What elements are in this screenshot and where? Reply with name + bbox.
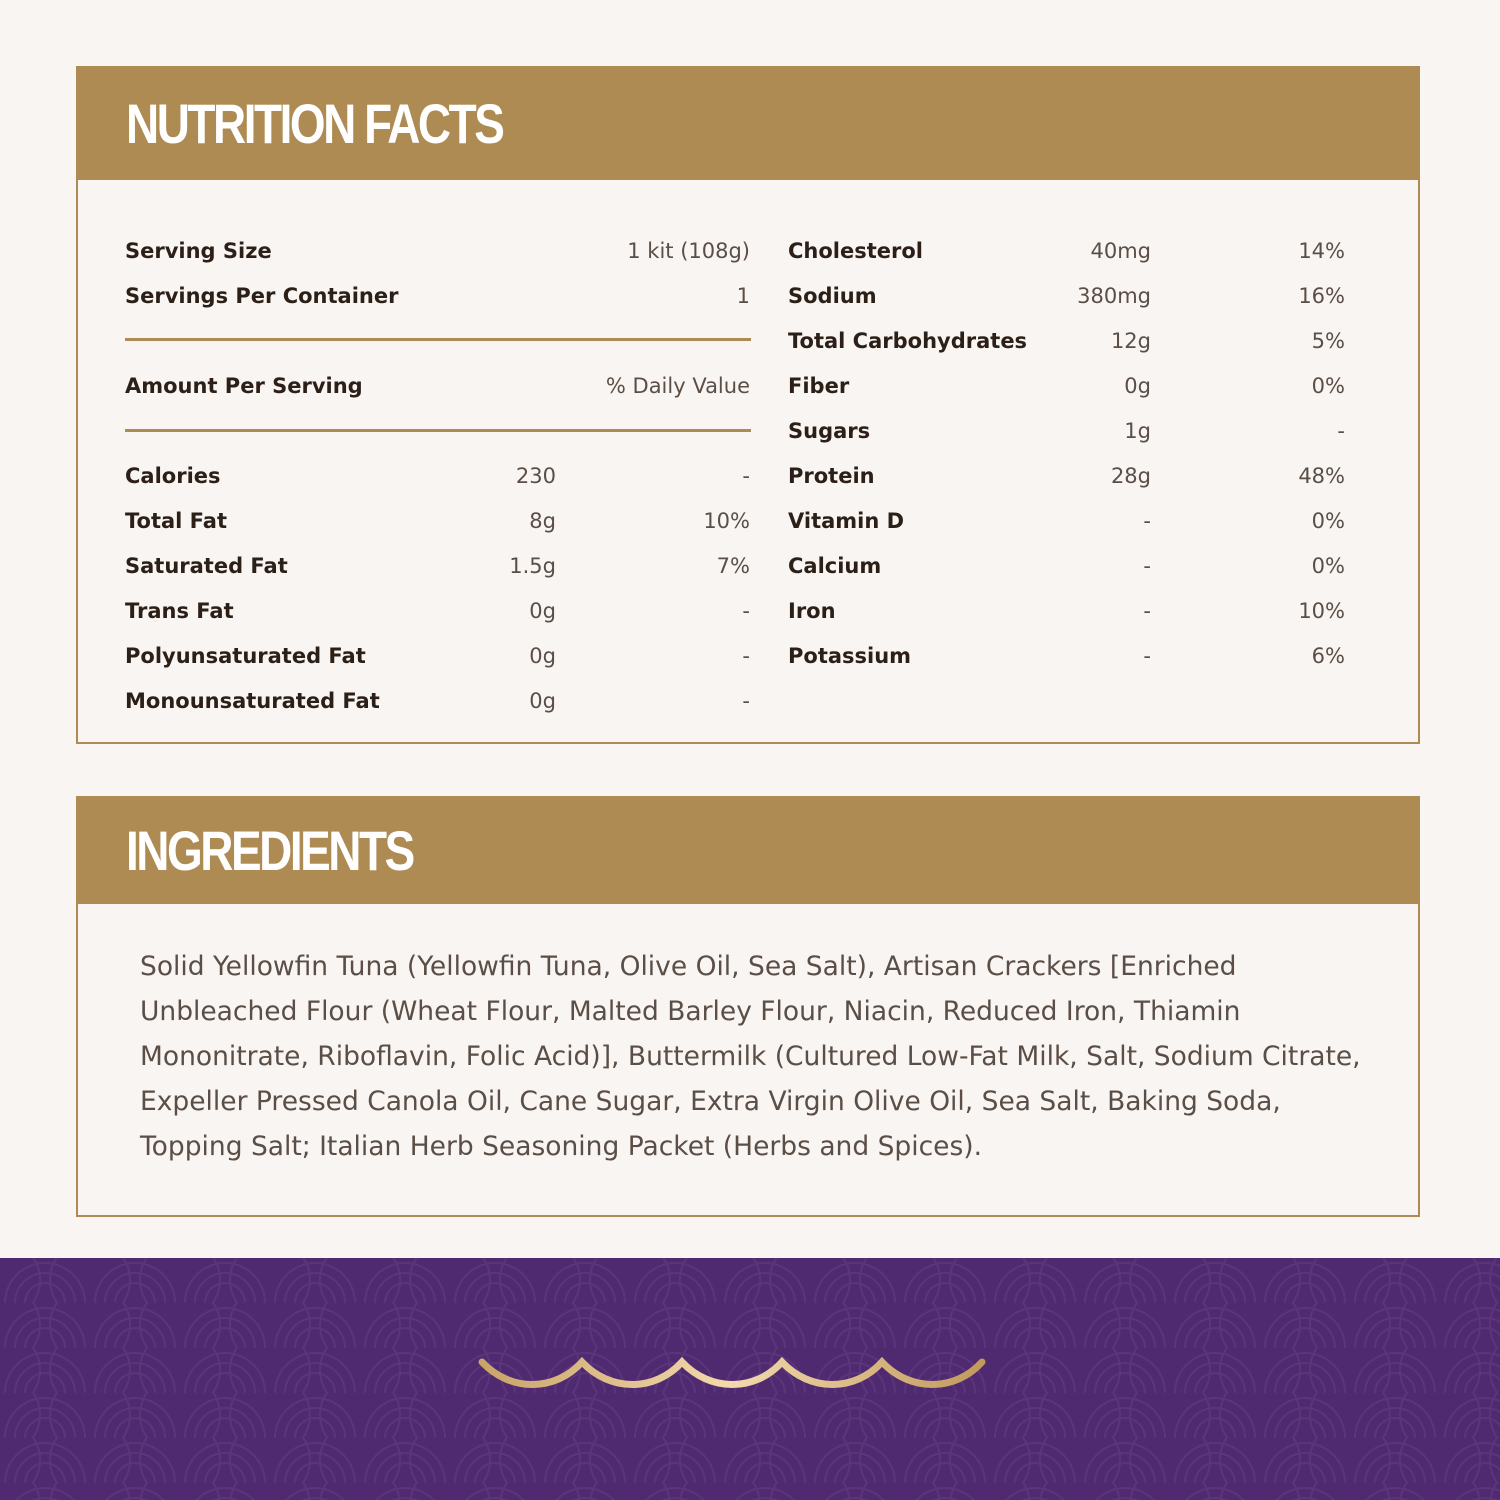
left-nutrient-daily-value: -	[742, 689, 750, 713]
left-nutrient-name: Monounsaturated Fat	[125, 689, 380, 713]
left-nutrient-name: Calories	[125, 464, 221, 488]
divider-bottom	[125, 429, 751, 432]
right-nutrient-name: Sodium	[788, 284, 877, 308]
right-nutrient-amount: -	[1143, 599, 1151, 623]
right-nutrient-amount: -	[1143, 644, 1151, 668]
amount-per-serving-label: Amount Per Serving	[125, 374, 363, 398]
left-nutrient-daily-value: 7%	[716, 554, 750, 578]
right-nutrient-daily-value: 6%	[1311, 644, 1345, 668]
left-nutrient-amount: 230	[515, 464, 556, 488]
left-nutrient-daily-value: -	[742, 644, 750, 668]
right-nutrient-daily-value: 0%	[1311, 554, 1345, 578]
servings-per-container-value: 1	[736, 284, 750, 308]
right-nutrient-amount: 1g	[1124, 419, 1151, 443]
right-nutrient-daily-value: 10%	[1298, 599, 1345, 623]
right-nutrient-daily-value: 14%	[1298, 239, 1345, 263]
right-nutrient-name: Cholesterol	[788, 239, 923, 263]
right-nutrient-daily-value: 16%	[1298, 284, 1345, 308]
ingredients-header	[78, 798, 1418, 904]
left-nutrient-daily-value: -	[742, 599, 750, 623]
right-nutrient-name: Total Carbohydrates	[788, 329, 1028, 353]
right-nutrient-amount: 40mg	[1090, 239, 1151, 263]
footer-banner	[0, 1258, 1500, 1500]
right-nutrient-name: Sugars	[788, 419, 871, 443]
left-nutrient-daily-value: 10%	[703, 509, 750, 533]
serving-size-label: Serving Size	[125, 239, 272, 263]
right-nutrient-daily-value: 48%	[1298, 464, 1345, 488]
wave-pattern-background	[0, 1258, 1500, 1500]
right-nutrient-daily-value: 0%	[1311, 374, 1345, 398]
left-nutrient-amount: 1.5g	[509, 554, 556, 578]
servings-per-container-label: Servings Per Container	[125, 284, 399, 308]
right-nutrient-name: Fiber	[788, 374, 850, 398]
right-nutrient-amount: 380mg	[1077, 284, 1151, 308]
left-nutrient-amount: 0g	[529, 644, 556, 668]
nutrition-title: NUTRITION FACTS	[126, 92, 503, 155]
ingredients-text: Solid Yellowfin Tuna (Yellowfin Tuna, Olive Oil, Sea Salt), Artisan Crackers [Enriched Unbleached Flour (Wheat Flour, Malted Barley Flour, Niacin, Reduced Iron, Thiamin Mononitrate, Riboflavin, Folic Acid)], Buttermilk (Cultured Low-Fat Milk, Salt, Sodium Citrate, Expeller Pressed Canola Oil, Cane Sugar, Extra Virgin Olive Oil, Sea Salt, Baking Soda, Topping Salt; Italian Herb Seasoning Packet (Herbs and Spices).	[140, 951, 1361, 1162]
left-nutrient-name: Total Fat	[125, 509, 228, 533]
left-nutrient-amount: 0g	[529, 689, 556, 713]
right-nutrient-daily-value: 0%	[1311, 509, 1345, 533]
left-nutrient-name: Saturated Fat	[125, 554, 288, 578]
left-nutrient-name: Polyunsaturated Fat	[125, 644, 366, 668]
right-nutrient-name: Vitamin D	[788, 509, 905, 533]
right-nutrient-name: Iron	[788, 599, 836, 623]
left-nutrient-amount: 8g	[529, 509, 556, 533]
right-nutrient-name: Protein	[788, 464, 875, 488]
right-nutrient-amount: -	[1143, 554, 1151, 578]
right-nutrient-amount: 0g	[1124, 374, 1151, 398]
serving-size-value: 1 kit (108g)	[627, 239, 750, 263]
right-nutrient-daily-value: 5%	[1311, 329, 1345, 353]
right-nutrient-amount: 28g	[1110, 464, 1151, 488]
right-nutrient-daily-value: -	[1337, 419, 1345, 443]
daily-value-label: % Daily Value	[605, 374, 750, 398]
ingredients-title: INGREDIENTS	[126, 819, 413, 882]
nutrition-facts-panel	[76, 66, 1420, 744]
right-nutrient-amount: -	[1143, 509, 1151, 533]
left-nutrient-amount: 0g	[529, 599, 556, 623]
nutrition-header	[78, 68, 1418, 180]
right-nutrient-name: Potassium	[788, 644, 912, 668]
right-nutrient-name: Calcium	[788, 554, 882, 578]
left-nutrient-name: Trans Fat	[125, 599, 234, 623]
right-nutrient-amount: 12g	[1110, 329, 1151, 353]
left-nutrient-daily-value: -	[742, 464, 750, 488]
divider-top	[125, 338, 751, 341]
ingredients-panel	[76, 796, 1420, 1217]
